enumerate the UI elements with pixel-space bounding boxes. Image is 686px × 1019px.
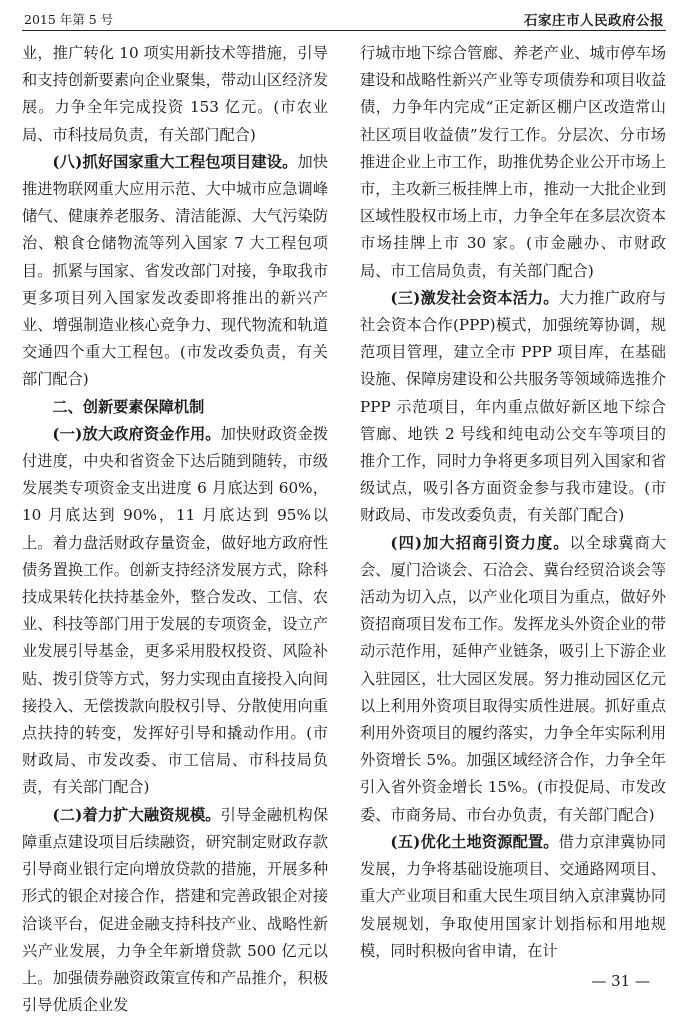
continuation-paragraph: 行城市地下综合管廊、养老产业、城市停车场建设和战略性新兴产业等专项债券和项目收益债，力争年内完成“正定新区棚户区改造常山社区项目收益债”发行工作。分层次、分市场推进企业上市工作，助推优势企业公开市场上市，主攻新三板挂牌上市，推动一大批企业到区域性股权市场上市，力争全年在多层次资本市场挂牌上市 30 家。(市金融办、市财政局、市工信局负责，有关部门配合) (360, 44, 666, 280)
paragraph-heading: (八)抓好国家重大工程包项目建设。 (52, 152, 298, 171)
paragraph-heading: (五)优化土地资源配置。 (390, 832, 559, 851)
journal-title: 石家庄市人民政府公报 (524, 13, 664, 29)
section-heading: 二、创新要素保障机制 (52, 397, 205, 416)
paragraph-government-funds: (一)放大政府资金作用。加快财政资金拨付进度，中央和省资金下达后随到随转，市级发展类专项资金支出进度 6 月底达到 60%，10 月底达到 90%，11 月底达到 95%以上。着力盘活财政存量资金，做好地方政府性债务置换工作。创新支持经济发展方式，除科技成果转化扶持基金外，整合发改、工信、农业、科技等部门用于发展的专项资金，设立产业发展引导基金，更多采用股权投资、风险补贴、拨引贷等方式，努力实现由直接投入向间接投入、无偿拨款向股权引导、分散使用向重点扶持的转变，发挥好引导和撬动作用。(市财政局、市发改委、市工信局、市科技局负责，有关部门配合) (22, 424, 329, 797)
paragraph-heading: (一)放大政府资金作用。 (52, 424, 221, 443)
paragraph-major-projects: (八)抓好国家重大工程包项目建设。加快推进物联网重大应用示范、大中城市应急调峰储气、健康养老服务、清洁能源、大气污染防治、粮食仓储物流等列入国家 7 大工程包项目。抓紧与国家、省发改部门对接，争取我市更多项目列入国家发改委即将推出的新兴产业、增强制造业核心竞争力、现代物流和轨道交通四个重大工程包。(市发改委负责，有关部门配合) (22, 152, 328, 389)
paragraph-heading: (四)加大招商引资力度。 (390, 533, 570, 552)
right-column (360, 40, 666, 965)
paragraph-financing: (二)着力扩大融资规模。引导金融机构保障重点建设项目后续融资，研究制定财政存款引导商业银行定向增放贷款的措施，开展多种形式的银企对接合作，搭建和完善政银企对接洽谈平台，促进金融支持科技产业、战略性新兴产业发展，力争全年新增贷款 500 亿元以上。加强债券融资政策宣传和产品推介，积极引导优质企业发 (22, 805, 329, 1015)
paragraph-heading: (三)激发社会资本活力。 (390, 288, 559, 307)
page-header (22, 6, 666, 31)
paragraph-heading: (二)着力扩大融资规模。 (52, 805, 221, 824)
continuation-paragraph: 业，推广转化 10 项实用新技术等措施，引导和支持创新要素向企业聚集，带动山区经济发展。力争全年完成投资 153 亿元。(市农业局、市科技局负责，有关部门配合) (22, 44, 328, 144)
page-number: — 31 — (591, 972, 650, 990)
paragraph-land-resources: (五)优化土地资源配置。借力京津冀协同发展，力争将基础设施项目、交通路网项目、重大产业项目和重大民生项目纳入京津冀协同发展规划，争取使用国家计划指标和用地规模，同时积极向省申请，在计 (360, 832, 667, 960)
issue-label: 2015 年第 5 号 (24, 12, 114, 27)
left-column (22, 40, 328, 1019)
paragraph-social-capital: (三)激发社会资本活力。大力推广政府与社会资本合作(PPP)模式，加强统筹协调，规范项目管理，建立全市 PPP 项目库，在基础设施、保障房建设和公共服务等领域筛选推介 PPP 示范项目，年内重点做好新区地下综合管廊、地铁 2 号线和纯电动公交车等项目的推介工作，同时力争将更多项目列入国家和省级试点，吸引各方面资金参与我市建设。(市财政局、市发改委负责，有关部门配合) (360, 288, 667, 525)
paragraph-investment-attraction: (四)加大招商引资力度。以全球冀商大会、厦门洽谈会、石洽会、冀台经贸洽谈会等活动为切入点，以产业化项目为重点，做好外资招商项目发布工作。发挥龙头外资企业的带动示范作用，延伸产业链条，吸引上下游企业入驻园区，壮大园区发展。努力推动园区亿元以上利用外资项目取得实质性进展。抓好重点利用外资项目的履约落实，力争全年实际利用外资增长 5%。加强区域经济合作，力争全年引入省外资金增长 15%。(市投促局、市发改委、市商务局、市台办负责，有关部门配合) (360, 533, 667, 824)
